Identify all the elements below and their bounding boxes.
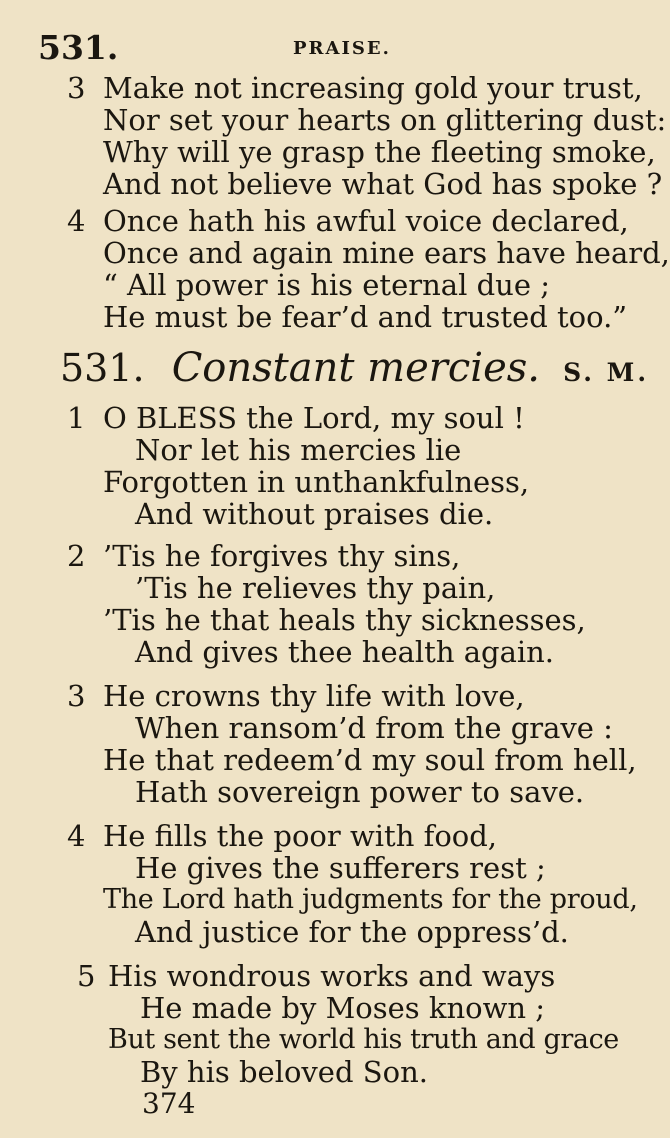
verse-line: “ All power is his eternal due ; — [103, 268, 550, 302]
verse-line: And not believe what God has spoke ? — [103, 167, 663, 201]
verse-line: Make not increasing gold your trust, — [103, 71, 643, 105]
verse-line: Why will ye grasp the fleeting smoke, — [103, 135, 656, 169]
verse-line: He crowns thy life with love, — [103, 679, 525, 713]
stanza-number: 5 — [77, 959, 96, 993]
verse-line: Nor let his mercies lie — [135, 433, 462, 467]
verse-line: He made by Moses known ; — [140, 991, 546, 1025]
verse-line: He gives the sufferers rest ; — [135, 851, 546, 885]
verse-line: Forgotten in unthankfulness, — [103, 465, 530, 499]
hymn-title-row — [60, 345, 649, 391]
page-number: 374 — [142, 1087, 196, 1120]
verse-line: And without praises die. — [135, 497, 494, 531]
header-hymn-number: 531. — [38, 28, 119, 67]
verse-line: Nor set your hearts on glittering dust: — [103, 103, 667, 137]
verse-line: But sent the world his truth and grace — [108, 1024, 619, 1055]
hymn-title: Constant mercies. — [171, 345, 540, 391]
verse-line: ’Tis he that heals thy sicknesses, — [103, 603, 586, 637]
hymn-meter: S. M. — [563, 358, 650, 387]
stanza-number: 2 — [67, 539, 86, 573]
stanza-number: 3 — [67, 71, 86, 105]
stanza-number: 4 — [67, 204, 86, 238]
page-header — [38, 28, 620, 68]
verse-line: He fills the poor with food, — [103, 819, 498, 853]
verse-line: He that redeem’d my soul from hell, — [103, 743, 637, 777]
verse-line: Hath sovereign power to save. — [135, 775, 585, 809]
verse-line: By his beloved Son. — [140, 1055, 428, 1089]
verse-line: ’Tis he forgives thy sins, — [103, 539, 461, 573]
verse-line: And justice for the oppress’d. — [135, 915, 569, 949]
verse-line: His wondrous works and ways — [108, 959, 556, 993]
running-head: PRAISE. — [293, 38, 391, 59]
verse-line: He must be fear’d and trusted too.” — [103, 300, 628, 334]
verse-line: And gives thee health again. — [135, 635, 555, 669]
verse-line: O BLESS the Lord, my soul ! — [103, 401, 525, 435]
verse-line: When ransom’d from the grave : — [135, 711, 613, 745]
verse-line: ’Tis he relieves thy pain, — [135, 571, 496, 605]
hymn-number: 531. — [60, 346, 145, 390]
verse-line: Once hath his awful voice declared, — [103, 204, 629, 238]
stanza-number: 3 — [67, 679, 86, 713]
verse-line: Once and again mine ears have heard, — [103, 236, 670, 270]
verse-line: The Lord hath judgments for the proud, — [103, 884, 638, 915]
stanza-number: 1 — [67, 401, 86, 435]
stanza-number: 4 — [67, 819, 86, 853]
